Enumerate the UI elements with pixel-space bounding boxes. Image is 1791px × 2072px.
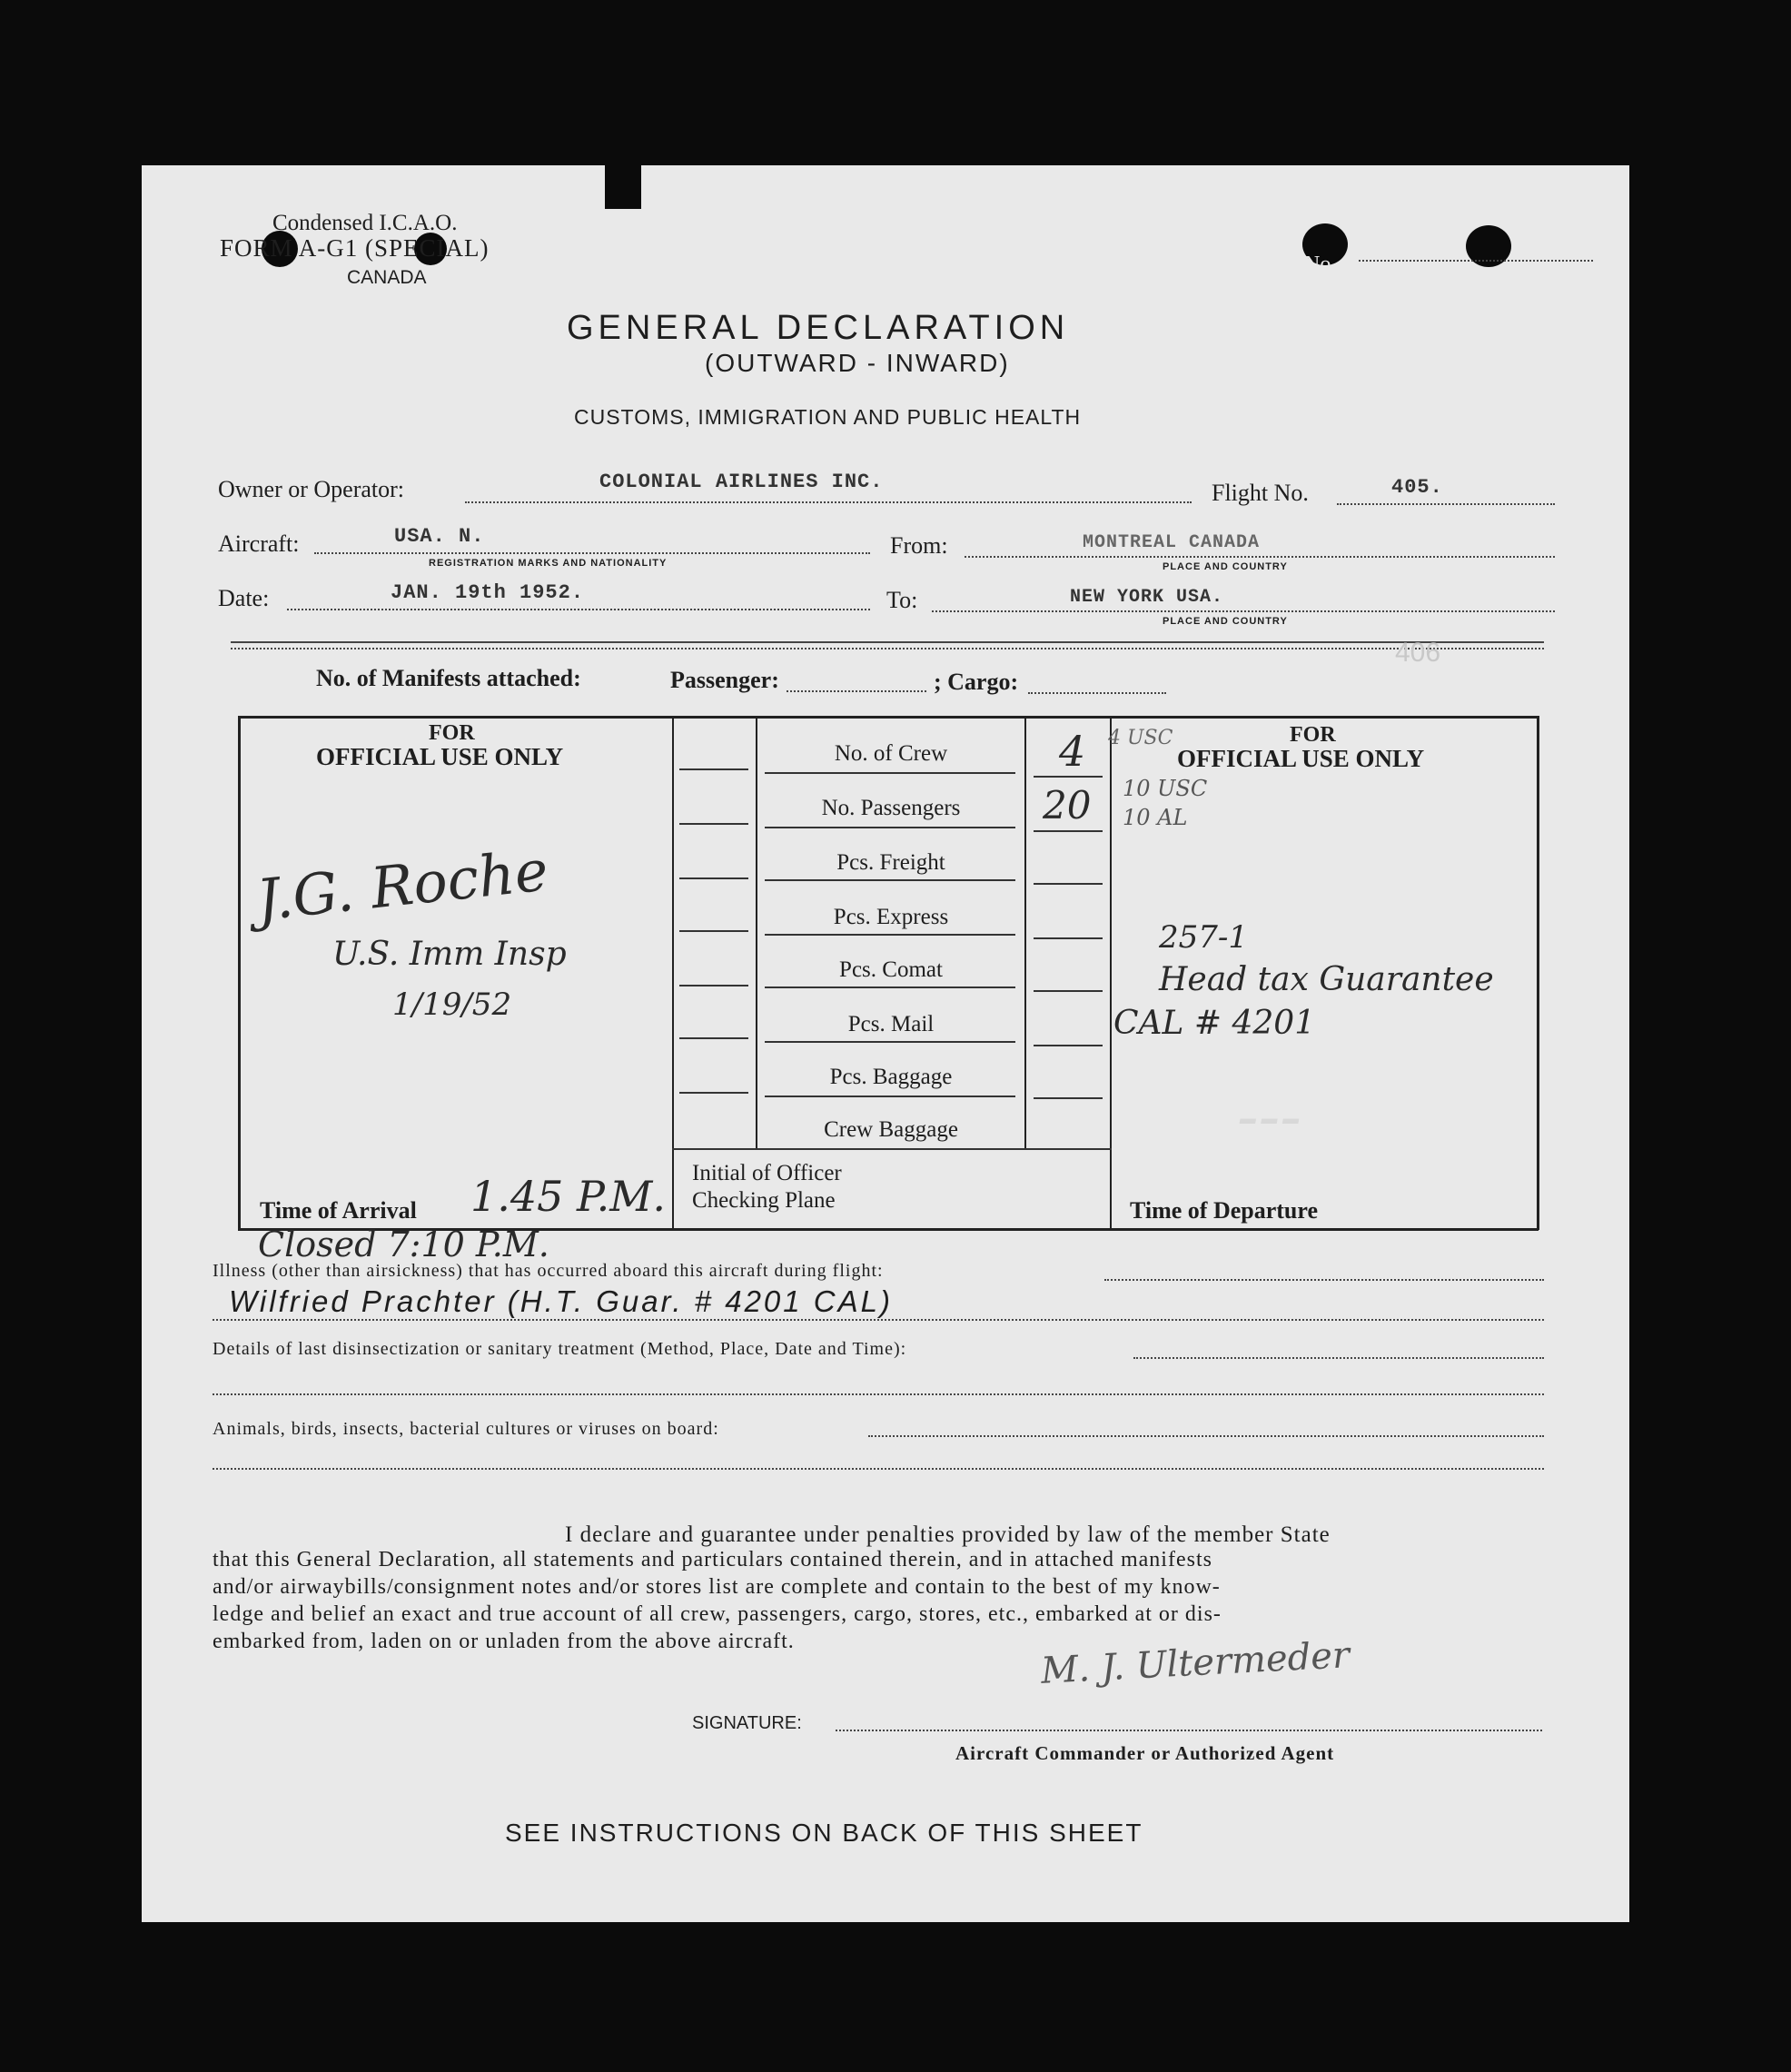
page-subtitle: (OUTWARD - INWARD) — [705, 349, 1010, 377]
header-separator — [231, 641, 1544, 643]
row-value-passengers: 20 — [1043, 783, 1092, 828]
official-right-line1: FOR — [1290, 723, 1336, 747]
manifests-passenger-label: Passenger: — [670, 667, 779, 693]
official-note-1: 257-1 — [1159, 919, 1249, 956]
aircraft-label: Aircraft: — [218, 530, 300, 557]
illness-value: Wilfried Prachter (H.T. Guar. # 4201 CAL) — [229, 1284, 893, 1318]
declaration-line-1: I declare and guarantee under penalties provided by law of the member State — [565, 1522, 1331, 1547]
number-line — [1359, 260, 1593, 262]
form-line-1: Condensed I.C.A.O. — [272, 211, 458, 235]
aircraft-caption: REGISTRATION MARKS AND NATIONALITY — [429, 558, 668, 569]
declaration-sheet — [142, 165, 1629, 1922]
to-line — [932, 610, 1555, 612]
to-value: NEW YORK USA. — [1070, 587, 1224, 608]
official-use-table — [238, 716, 1537, 1230]
row-label-crew: No. of Crew — [834, 741, 948, 766]
official-left-line2: OFFICIAL USE ONLY — [316, 743, 564, 770]
manifests-cargo-line — [1028, 692, 1166, 694]
row-label-freight: Pcs. Freight — [836, 850, 945, 875]
form-line-3: CANADA — [347, 267, 427, 288]
subheading: CUSTOMS, IMMIGRATION AND PUBLIC HEALTH — [574, 405, 1082, 429]
illness-line-2 — [213, 1319, 1544, 1321]
form-line-2: FORM A-G1 (SPECIAL) — [220, 234, 490, 262]
row-value-crew: 4 — [1059, 727, 1086, 776]
declaration-line-4: ledge and belief an exact and true account of all crew, passengers, cargo, stores, etc., embarked at or dis- — [213, 1602, 1222, 1626]
date-line — [287, 609, 870, 610]
inspector-signature: J.G. Roche — [253, 837, 551, 934]
from-line — [965, 556, 1555, 558]
to-caption: PLACE AND COUNTRY — [1163, 616, 1288, 627]
signature-line — [836, 1730, 1542, 1731]
declaration-line-2: that this General Declaration, all statements and particulars contained therein, and in attached manifests — [213, 1548, 1212, 1571]
header-separator-dotted — [231, 648, 1544, 649]
owner-line — [465, 501, 1192, 503]
illness-label: Illness (other than airsickness) that has occurred aboard this aircraft during flight: — [213, 1261, 884, 1281]
crew-note: 4 USC — [1108, 727, 1173, 749]
flight-value: 405. — [1391, 476, 1443, 499]
passenger-note-1: 10 USC — [1123, 776, 1208, 801]
row-label-express: Pcs. Express — [833, 905, 949, 929]
flight-label: Flight No. — [1212, 480, 1309, 506]
illness-line-1 — [1104, 1279, 1544, 1281]
disinsection-line-1 — [1133, 1357, 1544, 1359]
owner-value: COLONIAL AIRLINES INC. — [599, 471, 884, 493]
arrival-value: 1.45 P.M. — [470, 1172, 667, 1221]
officer-initial-label-1: Initial of Officer — [692, 1161, 842, 1185]
stamp-number: 406 — [1395, 638, 1441, 668]
manifests-passenger-line — [787, 690, 926, 692]
from-value: MONTREAL CANADA — [1083, 532, 1261, 553]
inspector-date: 1/19/52 — [392, 986, 512, 1023]
signature-caption: Aircraft Commander or Authorized Agent — [955, 1742, 1335, 1764]
aircraft-line — [314, 552, 870, 554]
date-label: Date: — [218, 585, 270, 611]
row-label-passengers: No. Passengers — [821, 796, 961, 820]
from-caption: PLACE AND COUNTRY — [1163, 561, 1288, 572]
official-right-line2: OFFICIAL USE ONLY — [1177, 745, 1425, 772]
disinsection-label: Details of last disinsectization or sanitary treatment (Method, Place, Date and Time): — [213, 1339, 907, 1359]
closed-note: Closed 7:10 P.M. — [258, 1224, 549, 1264]
manifests-label: No. of Manifests attached: — [316, 665, 581, 691]
declaration-line-3: and/or airwaybills/consignment notes and/or stores list are complete and contain to the best of my know- — [213, 1575, 1221, 1599]
row-label-mail: Pcs. Mail — [847, 1012, 935, 1036]
inspector-title: U.S. Imm Insp — [332, 936, 567, 973]
from-label: From: — [890, 532, 948, 559]
official-note-2: Head tax Guarantee — [1159, 961, 1494, 998]
footer-instructions: SEE INSTRUCTIONS ON BACK OF THIS SHEET — [505, 1819, 1143, 1847]
aircraft-value: USA. N. — [394, 525, 485, 548]
page-title: GENERAL DECLARATION — [567, 309, 1070, 347]
declaration-line-5: embarked from, laden on or unladen from the above aircraft. — [213, 1630, 795, 1653]
row-label-crew-baggage: Crew Baggage — [824, 1117, 958, 1142]
row-label-comat: Pcs. Comat — [839, 957, 943, 982]
to-label: To: — [886, 587, 918, 613]
departure-label: Time of Departure — [1130, 1197, 1318, 1224]
disinsection-line-2 — [213, 1393, 1544, 1395]
animals-line-1 — [868, 1435, 1544, 1437]
officer-initial-label-2: Checking Plane — [692, 1188, 836, 1213]
owner-label: Owner or Operator: — [218, 476, 405, 502]
signature-label: SIGNATURE: — [692, 1713, 802, 1733]
animals-line-2 — [213, 1468, 1544, 1470]
manifests-cargo-label: ; Cargo: — [934, 669, 1019, 695]
faint-bleedthrough: --- — [1237, 1079, 1301, 1154]
official-left-line1: FOR — [429, 721, 475, 745]
torn-edge — [605, 165, 641, 209]
date-value: JAN. 19th 1952. — [391, 581, 585, 604]
official-note-3: CAL # 4201 — [1113, 1005, 1316, 1042]
number-label: No. — [1304, 253, 1337, 276]
animals-label: Animals, birds, insects, bacterial cultures or viruses on board: — [213, 1419, 719, 1439]
agent-signature: M. J. Ultermeder — [1040, 1634, 1351, 1692]
row-label-baggage: Pcs. Baggage — [829, 1065, 953, 1089]
passenger-note-2: 10 AL — [1123, 805, 1188, 830]
flight-line — [1337, 503, 1555, 505]
arrival-label: Time of Arrival — [260, 1197, 417, 1224]
